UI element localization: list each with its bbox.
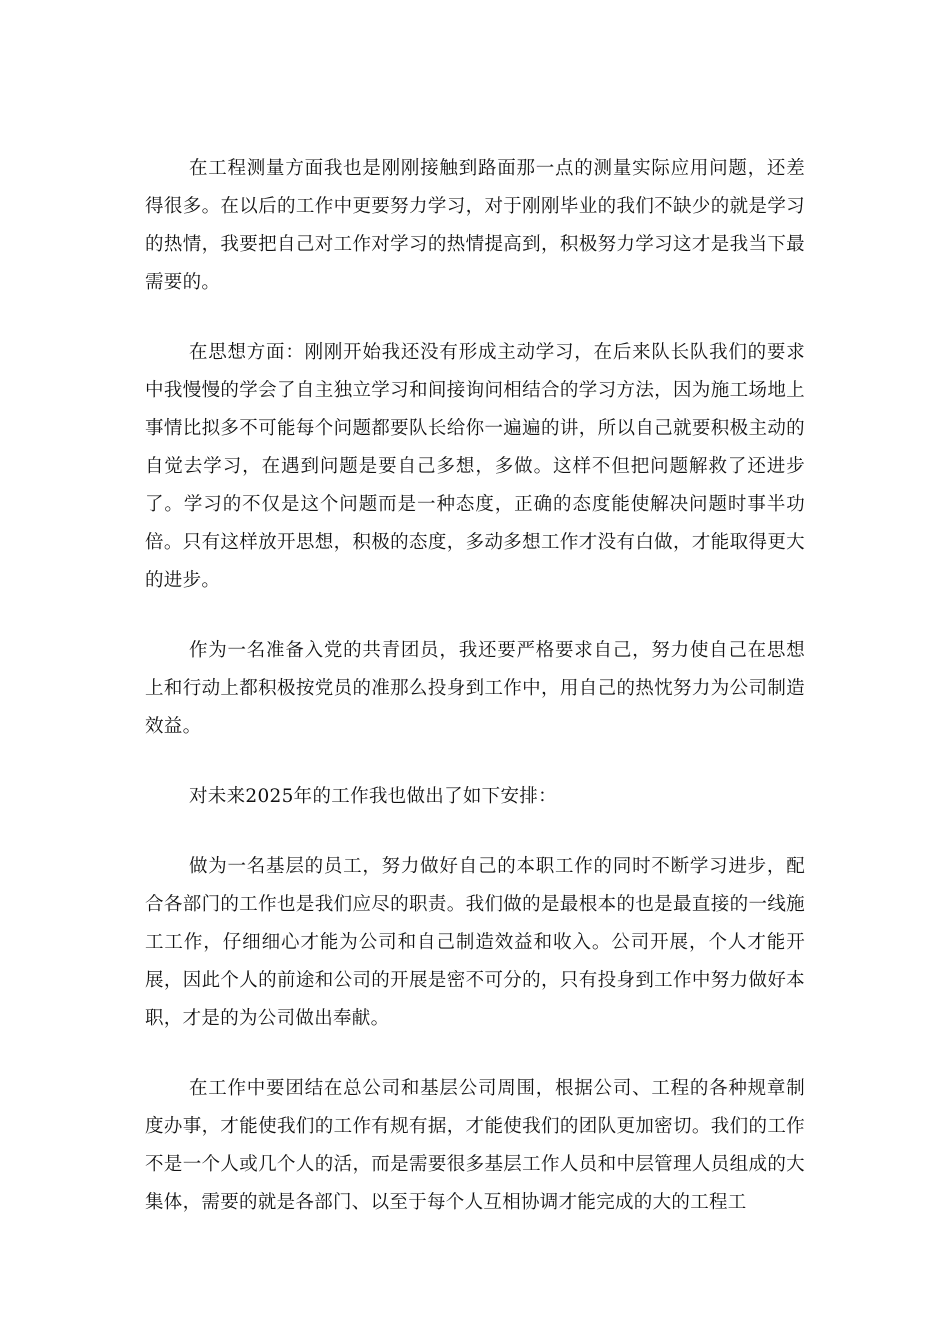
paragraph-plan-intro: 对未来2025年的工作我也做出了如下安排： bbox=[189, 786, 557, 807]
paragraph-teamwork: 在工作中要团结在总公司和基层公司周围，根据公司、工程的各种规章制度办事，才能使我们的工作有规有据，才能使我们的团队更加密切。我们的工作不是一个人或几个人的活，而是需要很多基层工作人员和中层管理人员组成的大集体，需要的就是各部门、以至于每个人互相协调才能完成的大的工程工 bbox=[145, 1078, 805, 1213]
paragraph-thinking: 在思想方面：刚刚开始我还没有形成主动学习，在后来队长队我们的要求中我慢慢的学会了自主独立学习和间接询问相结合的学习方法，因为施工场地上事情比拟多不可能每个问题都要队长给你一遍遍的讲，所以自己就要积极主动的自觉去学习，在遇到问题是要自己多想，多做。这样不但把问题解救了还进步了。学习的不仅是这个问题而是一种态度，正确的态度能使解决问题时事半功倍。只有这样放开思想，积极的态度，多动多想工作才没有白做，才能取得更大的进步。 bbox=[145, 342, 805, 591]
document-body bbox=[145, 150, 805, 1254]
paragraph-duty: 做为一名基层的员工，努力做好自己的本职工作的同时不断学习进步，配合各部门的工作也是我们应尽的职责。我们做的是最根本的也是最直接的一线施工工作，仔细细心才能为公司和自己制造效益和收入。公司开展，个人才能开展，因此个人的前途和公司的开展是密不可分的，只有投身到工作中努力做好本职，才是的为公司做出奉献。 bbox=[145, 856, 805, 1029]
paragraph-party: 作为一名准备入党的共青团员，我还要严格要求自己，努力使自己在思想上和行动上都积极按党员的准那么投身到工作中，用自己的热忱努力为公司制造效益。 bbox=[145, 640, 805, 737]
paragraph-surveying: 在工程测量方面我也是刚刚接触到路面那一点的测量实际应用问题，还差得很多。在以后的工作中更要努力学习，对于刚刚毕业的我们不缺少的就是学习的热情，我要把自己对工作对学习的热情提高到，积极努力学习这才是我当下最需要的。 bbox=[145, 158, 805, 293]
